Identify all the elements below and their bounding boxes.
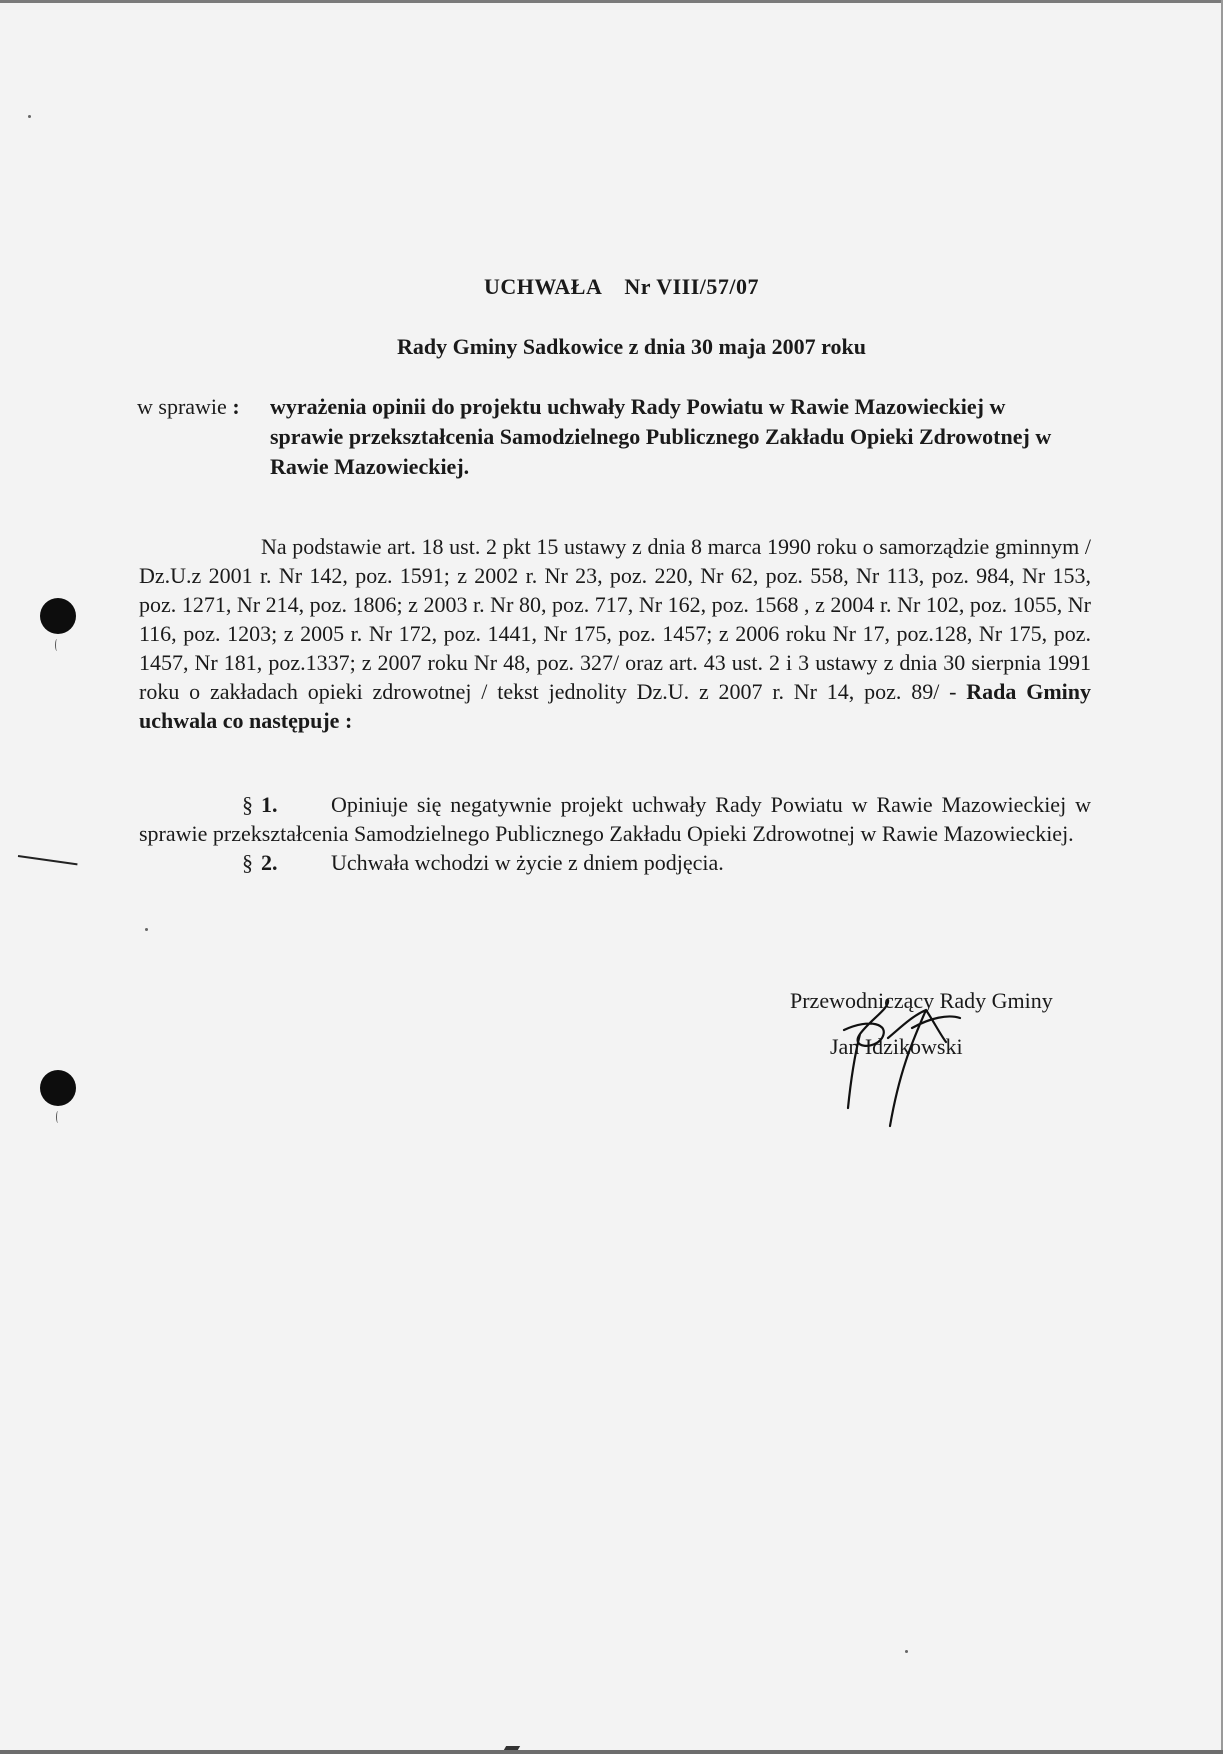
scan-speck xyxy=(145,928,148,931)
legal-basis xyxy=(139,532,1091,735)
paragraph-1 xyxy=(139,790,1091,848)
subject-text: wyrażenia opinii do projektu uchwały Rady Powiatu w Rawie Mazowieckiej w sprawie przekształcenia Samodzielnego Publicznego Zakładu Opieki Zdrowotnej w Rawie Mazowieckiej. xyxy=(270,394,1052,479)
title-number: Nr VIII/57/07 xyxy=(624,274,760,299)
scan-bottom-mark xyxy=(504,1746,520,1750)
paragraph-text: Uchwała wchodzi w życie z dniem podjęcia. xyxy=(331,850,724,875)
section-number: 1. xyxy=(261,792,278,817)
paragraphs xyxy=(139,790,1091,877)
signature-role: Przewodniczący Rady Gminy xyxy=(790,988,1053,1013)
section-symbol: § xyxy=(242,850,253,875)
paragraph-2 xyxy=(139,848,1091,877)
resolution-title xyxy=(0,274,1223,300)
signature-name: Jan Idzikowski xyxy=(830,1034,963,1059)
handwritten-signature xyxy=(830,998,970,1128)
subject-label xyxy=(137,392,240,422)
paragraph-number xyxy=(242,790,331,819)
scan-bottom-edge xyxy=(0,1750,1223,1754)
section-symbol: § xyxy=(242,792,253,817)
punch-hole-top xyxy=(40,598,76,634)
punch-hole-tail xyxy=(55,639,59,651)
legal-basis-bold: Rada Gminy uchwala co następuje : xyxy=(139,679,1091,733)
subject-label-text: w sprawie xyxy=(137,394,227,419)
punch-hole-tail xyxy=(56,1111,60,1123)
signature-block xyxy=(790,986,1100,1062)
margin-pen-stroke xyxy=(18,855,78,865)
subject-colon: : xyxy=(226,394,240,419)
scan-top-edge xyxy=(0,0,1223,3)
resolution-subtitle: Rady Gminy Sadkowice z dnia 30 maja 2007 roku xyxy=(397,334,866,359)
paragraph-text: Opiniuje się negatywnie projekt uchwały Rady Powiatu w Rawie Mazowieckiej w sprawie przekształcenia Samodzielnego Publicznego Zakładu Opieki Zdrowotnej w Rawie Mazowieckiej. xyxy=(139,792,1091,846)
paragraph-number xyxy=(242,848,331,877)
legal-basis-text: Na podstawie art. 18 ust. 2 pkt 15 ustawy z dnia 8 marca 1990 roku o samorządzie gminnym / Dz.U.z 2001 r. Nr 142, poz. 1591; z 2002 r. Nr 23, poz. 220, Nr 62, poz. 558, Nr 113, poz. 984, Nr 153, poz. 1271, Nr 214, poz. 1806; z 2003 r. Nr 80, poz. 717, Nr 162, poz. 1568 , z 2004 r. Nr 102, poz. 1055, Nr 116, poz. 1203; z 2005 r. Nr 172, poz. 1441, Nr 175, poz. 1457; z 2006 roku Nr 17, poz.128, Nr 175, poz. 1457, Nr 181, poz.1337; z 2007 roku Nr 48, poz. 327/ oraz art. 43 ust. 2 i 3 ustawy z dnia 30 sierpnia 1991 roku o zakładach opieki zdrowotnej / tekst jednolity Dz.U. z 2007 r. Nr 14, poz. 89/ - xyxy=(139,534,1091,704)
section-number: 2. xyxy=(261,850,278,875)
scan-speck xyxy=(28,115,31,118)
scan-speck xyxy=(905,1650,908,1653)
title-word: UCHWAŁA xyxy=(483,274,603,299)
punch-hole-bottom xyxy=(40,1070,76,1106)
